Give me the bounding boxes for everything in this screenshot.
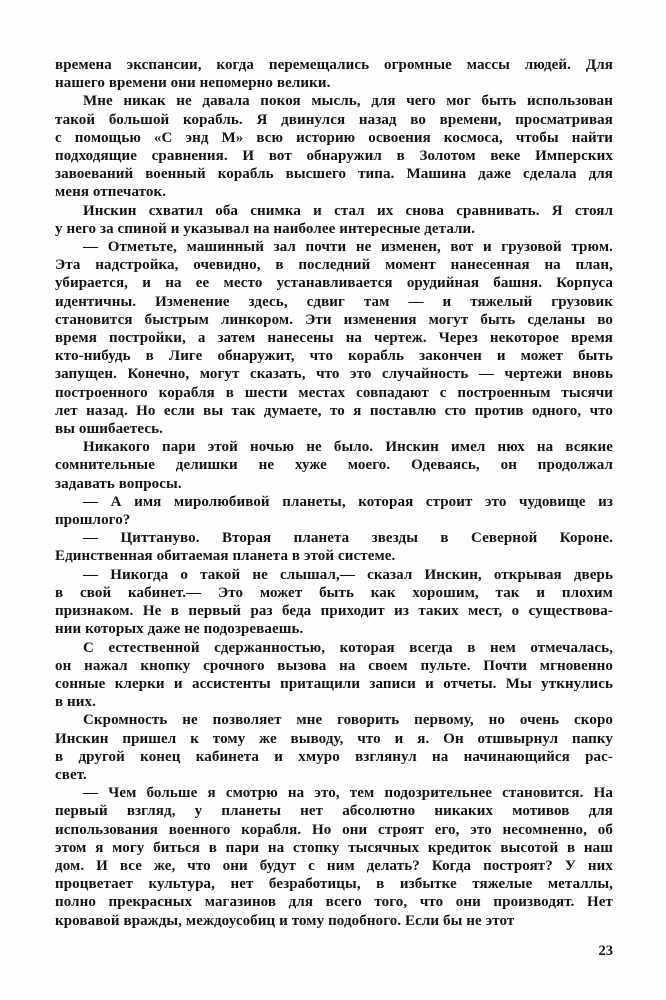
- paragraph: [55, 238, 613, 438]
- paragraph: [55, 438, 613, 493]
- text-line: первый взгляд, у планеты нет абсолютно никаких мотивов для: [55, 803, 613, 820]
- text-line: идентичны. Изменение здесь, сдвиг там — и тяжелый грузовик: [55, 293, 613, 310]
- paragraph: [55, 56, 613, 92]
- text-line: нашего времени они непомерно велики.: [55, 75, 331, 92]
- text-line: — А имя миролюбивой планеты, которая строит это чудовище из: [83, 493, 613, 510]
- text-line: полно прекрасных магазинов для всего того, что они производят. Нет: [55, 894, 613, 911]
- text-line: меня отпечаток.: [55, 184, 167, 201]
- text-line: дом. И все же, что они будут с ним делать? Когда построят? У них: [55, 857, 613, 874]
- paragraph: [55, 529, 613, 565]
- page-number: 23: [598, 942, 613, 959]
- text-line: с помощью «С энд М» всю историю освоения космоса, чтобы найти: [55, 129, 613, 146]
- text-line: процветает культура, нет безработицы, в избытке тяжелые металлы,: [55, 876, 613, 893]
- text-line: Скромность не позволяет мне говорить первому, но очень скоро: [83, 712, 613, 729]
- text-line: такой большой корабль. Я двинулся назад во времени, просматривая: [55, 111, 613, 128]
- text-line: Никакого пари этой ночью не было. Инскин имел нюх на всякие: [83, 439, 613, 456]
- text-column: [55, 56, 613, 930]
- text-line: времена экспансии, когда перемещались огромные массы людей. Для: [55, 57, 613, 73]
- text-line: сонные клерки и ассистенты притащили записи и отчеты. Мы уткнулись: [55, 675, 613, 692]
- paragraph: [55, 493, 613, 529]
- text-line: Мне никак не давала покоя мысль, для чего мог быть использован: [83, 93, 613, 110]
- text-line: кто-нибудь в Лиге обнаружит, что корабль закончен и может быть: [55, 348, 613, 365]
- text-line: свет.: [55, 766, 87, 783]
- paragraph: [55, 566, 613, 639]
- text-line: в свой кабинет.— Это может быть как хорошим, так и плохим: [55, 584, 613, 601]
- text-line: С естественной сдержанностью, которая всегда в нем отмечалась,: [83, 639, 613, 656]
- text-line: он нажал кнопку срочного вызова на своем пульте. Почти мгновенно: [55, 657, 613, 674]
- text-line: у него за спиной и указывал на наиболее интересные детали.: [55, 220, 476, 237]
- paragraph: [55, 92, 613, 201]
- text-line: Инскин схватил оба снимка и стал их снова сравнивать. Я стоял: [83, 202, 613, 219]
- text-line: признаком. Не в первый раз беда приходит из таких мест, о существова-: [55, 603, 613, 620]
- text-line: лет назад. Но если вы так думаете, то я поставлю сто против одного, что: [55, 402, 613, 419]
- text-line: запущен. Конечно, могут сказать, что это случайность — чертежи вновь: [55, 366, 613, 383]
- text-line: — Циттануво. Вторая планета звезды в Северной Короне.: [83, 530, 613, 547]
- text-line: завоеваний военный корабль высшего типа. Машина даже сделала для: [55, 166, 613, 183]
- text-line: подходящие сравнения. И вот обнаружил в Золотом веке Имперских: [55, 148, 613, 165]
- text-line: — Чем больше я смотрю на это, тем подозрительнее становится. На: [83, 785, 613, 802]
- text-line: использования военного корабля. Но они строят его, это несомненно, об: [55, 821, 613, 838]
- text-line: убирается, и на ее место устанавливается орудийная башня. Корпуса: [55, 275, 613, 292]
- paragraph: [55, 784, 613, 930]
- text-line: — Никогда о такой не слышал,— сказал Инскин, открывая дверь: [83, 566, 613, 583]
- text-line: этом я могу биться в пари на стопку тысячных кредиток высотой в наш: [55, 839, 613, 856]
- paragraph: [55, 639, 613, 712]
- text-line: Инскин пришел к тому же выводу, что и я. Он отшвырнул папку: [55, 730, 613, 747]
- text-line: в них.: [55, 694, 96, 711]
- text-line: вы ошибаетесь.: [55, 421, 163, 438]
- text-line: в другой конец кабинета и хмуро взглянул на начинающийся рас-: [55, 748, 613, 765]
- paragraph: [55, 711, 613, 784]
- text-line: прошлого?: [55, 512, 131, 529]
- text-line: Единственная обитаемая планета в этой системе.: [55, 548, 396, 565]
- text-line: нии которых даже не подозреваешь.: [55, 621, 304, 638]
- text-line: время постройки, а затем нанесены на чертеж. Через некоторое время: [55, 330, 613, 347]
- text-line: Эта надстройка, очевидно, в последний момент нанесенная на план,: [55, 257, 613, 274]
- text-line: кровавой вражды, междоусобиц и тому подобного. Если бы не этот: [55, 912, 515, 929]
- text-line: — Отметьте, машинный зал почти не изменен, вот и грузовой трюм.: [83, 239, 613, 256]
- text-line: сомнительные делишки не хуже моего. Одеваясь, он продолжал: [55, 457, 613, 474]
- text-line: задавать вопросы.: [55, 475, 182, 492]
- text-line: становится быстрым линкором. Эти изменения могут быть сделаны во: [55, 311, 613, 328]
- text-line: построенного корабля в шести местах совпадают с построенным тысячи: [55, 384, 613, 401]
- paragraph: [55, 202, 613, 238]
